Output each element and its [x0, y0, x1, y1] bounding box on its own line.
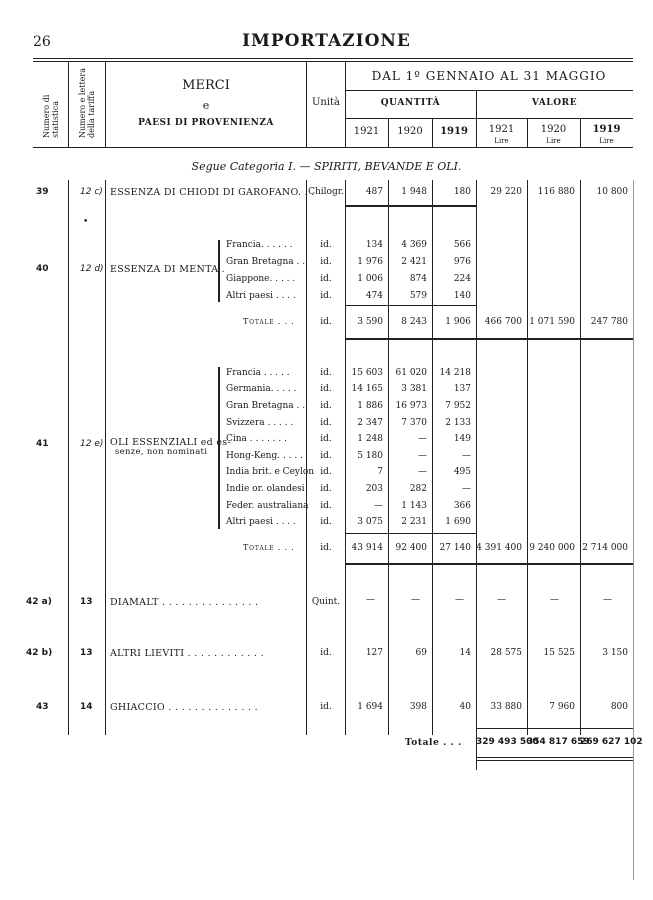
unit: id.	[320, 467, 332, 477]
grand-total-bottom-rule	[476, 757, 633, 758]
q-1919: 7 952	[445, 401, 471, 411]
q-1920: —	[411, 595, 420, 605]
v-1920: 116 880	[537, 187, 575, 197]
v-1919: 3 150	[602, 648, 628, 658]
unit: id.	[320, 501, 332, 511]
unit: id.	[320, 368, 332, 378]
q-1921: 43 914	[351, 543, 383, 553]
q-1921: 2 347	[357, 418, 383, 428]
v-1920: 7 960	[549, 702, 575, 712]
q-1920: 8 243	[401, 317, 427, 327]
section-title: Segue Categoria I. — SPIRITI, BEVANDE E OLI.	[191, 160, 462, 173]
country-name: Giappone. . . . .	[226, 274, 296, 284]
q-1920: 3 381	[401, 384, 427, 394]
q-1921: —	[374, 501, 383, 511]
q-1919: 1 906	[445, 317, 471, 327]
q-1921: 1 248	[357, 434, 383, 444]
q-1920: 282	[409, 484, 427, 494]
q-1919: —	[455, 595, 464, 605]
subtotal-rule	[345, 533, 476, 534]
v-1920: 9 240 000	[529, 543, 575, 553]
country-name: Indie or. olandesi	[226, 484, 305, 494]
header-valore: VALORE	[531, 98, 578, 108]
unit: Quint.	[311, 597, 341, 607]
merce-name: DIAMALT . . . . . . . . . . . . . . .	[110, 597, 259, 608]
header-unita: Unità	[311, 97, 341, 108]
unit: id.	[320, 451, 332, 461]
q-1920: 69	[415, 648, 427, 658]
q-1921: 203	[365, 484, 383, 494]
country-name: Francia . . . . .	[226, 368, 290, 378]
subtotal-rule	[345, 305, 476, 306]
q-1921: 474	[365, 291, 383, 301]
v-1921: —	[497, 595, 506, 605]
unit: id.	[320, 517, 332, 527]
q-1920: 398	[409, 702, 427, 712]
header-period-rule	[345, 90, 633, 91]
header-lire-1: Lire	[494, 137, 509, 145]
v-1919: —	[603, 595, 612, 605]
unit: id.	[320, 648, 332, 658]
q-1920: 874	[409, 274, 427, 284]
v-1921: 4 391 400	[476, 543, 522, 553]
v-1921: 466 700	[484, 317, 522, 327]
unit: id.	[320, 384, 332, 394]
q-1921: 1 006	[357, 274, 383, 284]
unit: id.	[320, 401, 332, 411]
q-1920: 16 973	[395, 401, 427, 411]
brace	[218, 367, 220, 529]
merce-name: ESSENZA DI CHIODI DI GAROFANO. . .	[110, 187, 315, 198]
q-1919: —	[462, 484, 471, 494]
grand-total-label: Totale . . .	[405, 738, 462, 748]
v-1919: 10 800	[596, 187, 628, 197]
v-1921: 33 880	[490, 702, 522, 712]
header-num-tariffa: Numero e lettera della tariffa	[78, 68, 96, 138]
header-q-1920: 1920	[397, 126, 423, 137]
q-1921: —	[366, 595, 375, 605]
totale-label: Totale . . .	[243, 317, 295, 326]
q-1921: 1 886	[357, 401, 383, 411]
q-1920: —	[418, 451, 427, 461]
v-1920: 1 071 590	[529, 317, 575, 327]
q-1920: 579	[409, 291, 427, 301]
unit: id.	[320, 543, 332, 553]
page-title: IMPORTAZIONE	[242, 31, 411, 51]
v-1919: 800	[610, 702, 628, 712]
q-1919: 2 133	[445, 418, 471, 428]
q-1920: 61 020	[395, 368, 427, 378]
q-1920: 7 370	[401, 418, 427, 428]
country-name: Gran Bretagna . .	[226, 401, 306, 411]
v-1920: 15 525	[543, 648, 575, 658]
q-1920: —	[418, 467, 427, 477]
stat-number: 42 a)	[26, 597, 52, 607]
q-1920: 92 400	[395, 543, 427, 553]
q-1921: 1 694	[357, 702, 383, 712]
country-name: India brit. e Ceylon	[226, 467, 315, 477]
country-name: Altri paesi . . . .	[226, 291, 296, 301]
country-name: Hong-Keng. . . . .	[226, 451, 303, 461]
q-1921: 3 075	[357, 517, 383, 527]
header-lire-3: Lire	[599, 137, 614, 145]
header-q-1921: 1921	[353, 126, 380, 137]
merce-name: OLI ESSENZIALI ed es-	[110, 437, 231, 448]
q-1919: 366	[453, 501, 471, 511]
q-1921: 134	[365, 240, 383, 250]
unit: Chilogr.	[308, 187, 344, 197]
grand-total-1919: 269 627 102	[580, 737, 643, 747]
q-1919: 180	[453, 187, 471, 197]
row-rule	[345, 563, 633, 565]
header-top-rule-2	[33, 61, 633, 62]
q-1921: 5 180	[357, 451, 383, 461]
stat-number: 39	[36, 187, 49, 197]
q-1919: 14 218	[439, 368, 471, 378]
v-1920: —	[550, 595, 559, 605]
stat-number: 41	[36, 439, 49, 449]
stat-number: 40	[36, 264, 49, 274]
unit: id.	[320, 257, 332, 267]
country-name: Cina . . . . . . .	[226, 434, 287, 444]
country-name: Gran Bretagna . .	[226, 257, 306, 267]
header-v-1920: 1920	[540, 124, 567, 135]
q-1919: 976	[453, 257, 471, 267]
header-num-stat: Numero di statistica	[42, 94, 60, 138]
q-1920: 1 948	[401, 187, 427, 197]
merce-name: ESSENZA DI MENTA .	[110, 264, 225, 275]
q-1919: 27 140	[439, 543, 471, 553]
country-name: Svizzera . . . . .	[226, 418, 294, 428]
q-1920: 4 369	[401, 240, 427, 250]
header-e: e	[202, 99, 210, 112]
country-name: Germania. . . . .	[226, 384, 297, 394]
header-lire-2: Lire	[546, 137, 561, 145]
q-1921: 487	[365, 187, 383, 197]
page-number: 26	[33, 34, 51, 50]
q-1921: 15 603	[351, 368, 383, 378]
unit: id.	[320, 484, 332, 494]
tariff-number: 14	[80, 702, 93, 712]
country-name: Altri paesi . . . .	[226, 517, 296, 527]
body-right-edge	[633, 180, 634, 880]
totale-label: Totale . . .	[243, 543, 295, 552]
q-1921: 7	[377, 467, 383, 477]
unit: id.	[320, 240, 332, 250]
unit: id.	[320, 702, 332, 712]
q-1920: —	[418, 434, 427, 444]
q-1920: 1 143	[401, 501, 427, 511]
unit: id.	[320, 434, 332, 444]
q-1919: —	[462, 451, 471, 461]
grand-total-1921: 329 493 500	[476, 737, 539, 747]
unit: id.	[320, 317, 332, 327]
header-period: DAL 1º GENNAIO AL 31 MAGGIO	[371, 69, 607, 83]
merce-name-2: senze, non nominati	[115, 447, 208, 457]
merce-name: ALTRI LIEVITI . . . . . . . . . . . .	[110, 648, 264, 659]
header-bottom-rule	[33, 147, 633, 148]
q-1919: 1 690	[445, 517, 471, 527]
tariff-number: 12 d)	[80, 264, 104, 274]
grand-total-bottom-rule-2	[476, 760, 633, 761]
v-1921: 29 220	[490, 187, 522, 197]
header-v-1921: 1921	[488, 124, 515, 135]
brace	[218, 240, 220, 302]
row-rule	[345, 338, 633, 340]
unit: id.	[320, 291, 332, 301]
q-1920: 2 421	[401, 257, 427, 267]
tariff-number: 13	[80, 648, 93, 658]
q-1919: 40	[459, 702, 471, 712]
tariff-number: 12 e)	[80, 439, 104, 449]
header-divider	[68, 61, 69, 147]
header-quantita: QUANTITÀ	[380, 98, 441, 108]
q-1919: 14	[459, 648, 471, 658]
v-1919: 2 714 000	[582, 543, 628, 553]
q-1921: 3 590	[357, 317, 383, 327]
header-merci: MERCI	[182, 78, 230, 93]
body-divider	[105, 180, 106, 735]
tariff-number: 13	[80, 597, 93, 607]
merce-name: GHIACCIO . . . . . . . . . . . . . .	[110, 702, 258, 713]
unit: id.	[320, 418, 332, 428]
stat-number: 42 b)	[26, 648, 53, 658]
country-name: Francia. . . . . .	[226, 240, 293, 250]
q-1921: 1 976	[357, 257, 383, 267]
q-1921: 127	[365, 648, 383, 658]
grand-total-top-rule	[476, 728, 633, 729]
q-1919: 495	[453, 467, 471, 477]
q-1919: 140	[453, 291, 471, 301]
q-1919: 149	[453, 434, 471, 444]
tariff-number: 12 c)	[80, 187, 103, 197]
unit: id.	[320, 274, 332, 284]
body-divider	[68, 180, 69, 735]
q-1919: 137	[453, 384, 471, 394]
q-1919: 566	[453, 240, 471, 250]
bullet-mark: •	[83, 217, 89, 227]
stat-number: 43	[36, 702, 49, 712]
header-top-rule	[33, 58, 633, 59]
q-1919: 224	[453, 274, 471, 284]
q-1921: 14 165	[351, 384, 383, 394]
header-paesi: PAESI DI PROVENIENZA	[138, 118, 274, 128]
v-1919: 247 780	[590, 317, 628, 327]
q-1920: 2 231	[401, 517, 427, 527]
country-name: Feder. australiana	[226, 501, 309, 511]
grand-total-1920: 354 817 659	[527, 737, 590, 747]
header-v-1919: 1919	[592, 124, 621, 135]
header-q-1919: 1919	[440, 126, 468, 137]
row-rule	[345, 205, 476, 207]
v-1921: 28 575	[490, 648, 522, 658]
body-divider	[476, 180, 477, 770]
